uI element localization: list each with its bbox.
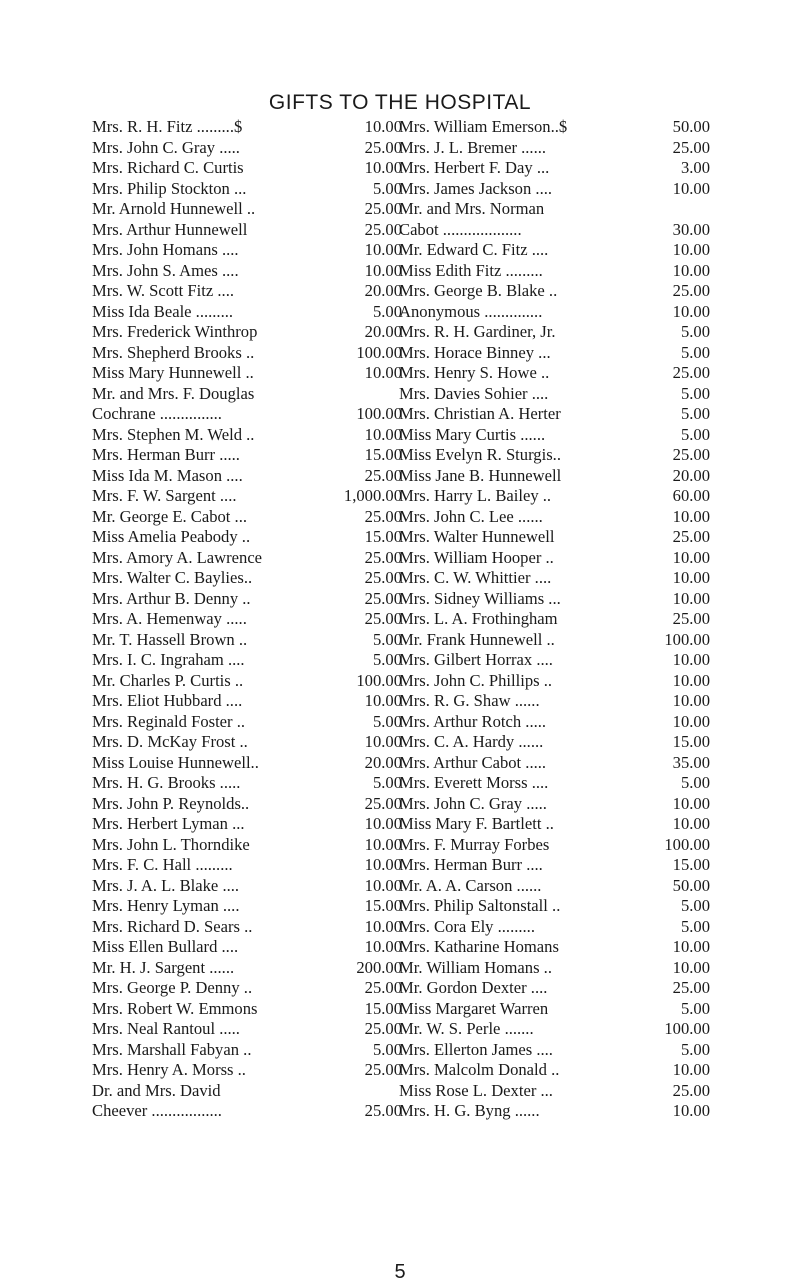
donor-entry: [92, 1019, 402, 1040]
donor-name: Mrs. William Hooper ..: [399, 547, 554, 567]
gift-amount: 15.00: [672, 732, 710, 751]
gift-amount: 5.00: [680, 896, 710, 915]
donor-name: Mrs. Frederick Winthrop: [92, 322, 258, 341]
donor-name: Mr. A. A. Carson ......: [399, 875, 542, 895]
gift-amount: 10.00: [364, 732, 402, 751]
gift-amount: 25.00: [364, 199, 402, 218]
gift-amount: 25.00: [672, 1080, 710, 1100]
gift-amount: 5.00: [372, 178, 402, 198]
donor-entry: [399, 425, 710, 446]
gift-amount: 100.00: [356, 670, 402, 690]
gift-amount: 100.00: [356, 404, 402, 423]
gift-amount: 5.00: [680, 1039, 710, 1059]
donor-name: Miss Ida Beale .........: [92, 301, 234, 321]
donor-name: Miss Mary Curtis ......: [399, 424, 546, 444]
donor-name: Mr. Charles P. Curtis ..: [92, 670, 244, 690]
gift-amount: 10.00: [364, 937, 402, 956]
donor-name: Mrs. John S. Ames ....: [92, 260, 239, 280]
donor-entry: [92, 937, 402, 958]
donor-name: Mrs. J. A. L. Blake ....: [92, 875, 240, 895]
donor-name: Mrs. W. Scott Fitz ....: [92, 281, 234, 300]
donor-entry: [92, 302, 402, 323]
gift-amount: 10.00: [672, 506, 710, 526]
donor-entry: [92, 486, 402, 507]
gift-amount: 5.00: [372, 301, 402, 321]
donor-entry: [399, 158, 710, 179]
donor-name: Mrs. John P. Reynolds..: [92, 793, 250, 813]
donor-name: Mrs. Ellerton James ....: [399, 1039, 553, 1059]
donor-entry: [92, 548, 402, 569]
donor-entry: [399, 117, 710, 138]
donor-entry: [92, 814, 402, 835]
donor-name: Anonymous ..............: [399, 301, 543, 321]
gift-amount: 10.00: [672, 793, 710, 813]
donor-name: Mr. and Mrs. Norman: [399, 199, 545, 218]
donor-name: Mr. Edward C. Fitz ....: [399, 240, 549, 259]
donor-name: Mrs. Christian A. Herter: [399, 404, 561, 423]
gift-amount: 10.00: [364, 814, 402, 833]
donor-name: Mrs. Eliot Hubbard ....: [92, 691, 243, 710]
donor-name: Mr. Gordon Dexter ....: [399, 978, 548, 997]
donor-entry: [92, 753, 402, 774]
gift-amount: 20.00: [364, 281, 402, 300]
donor-entry: [92, 1040, 402, 1061]
donor-name: Mrs. George P. Denny ..: [92, 978, 253, 997]
donor-name: Miss Mary F. Bartlett ..: [399, 814, 554, 833]
donor-entry: [399, 261, 710, 282]
gift-amount: 25.00: [364, 1019, 402, 1038]
donor-entry: [399, 753, 710, 774]
gift-amount: 25.00: [672, 281, 710, 300]
donor-entry: [92, 445, 402, 466]
donor-name: Mrs. H. G. Byng ......: [399, 1101, 540, 1120]
donor-entry: [399, 937, 710, 958]
donor-name: Mrs. Reginald Foster ..: [92, 711, 246, 731]
donor-name: Mrs. Robert W. Emmons: [92, 998, 258, 1018]
donor-name: Mrs. Arthur Cabot .....: [399, 752, 547, 772]
gift-amount: 25.00: [672, 445, 710, 464]
gift-amount: 25.00: [672, 363, 710, 382]
donor-entry: [92, 322, 402, 343]
donor-name: Mrs. R. G. Shaw ......: [399, 691, 540, 710]
gift-amount: 60.00: [672, 486, 710, 505]
donor-entry: [399, 1019, 710, 1040]
gift-amount: 50.00: [672, 117, 710, 136]
donor-entry: [92, 917, 402, 938]
donor-name: Mr. Arnold Hunnewell ..: [92, 199, 256, 218]
gift-amount: 5.00: [372, 773, 402, 792]
donor-name: Mrs. Malcolm Donald ..: [399, 1060, 560, 1079]
gift-amount: 5.00: [372, 629, 402, 649]
gift-amount: 5.00: [372, 711, 402, 731]
gift-amount: 25.00: [364, 506, 402, 526]
page-title: GIFTS TO THE HOSPITAL: [268, 91, 532, 114]
donor-entry: [399, 281, 710, 302]
donor-entry: [399, 835, 710, 856]
gift-amount: 10.00: [672, 178, 710, 198]
donor-name: Mrs. Henry S. Howe ..: [399, 363, 550, 382]
gift-amount: 5.00: [680, 916, 710, 936]
gift-amount: 5.00: [680, 773, 710, 792]
gift-amount: 10.00: [364, 834, 402, 854]
donor-name: Cabot ...................: [399, 219, 522, 239]
gift-amount: 10.00: [672, 240, 710, 259]
gift-amount: 15.00: [364, 998, 402, 1018]
donor-name: Mrs. Richard D. Sears ..: [92, 916, 253, 936]
donor-name: Mrs. H. G. Brooks .....: [92, 773, 241, 792]
donor-name: Mrs. Herbert F. Day ...: [399, 158, 550, 177]
gift-amount: 50.00: [672, 875, 710, 895]
gift-amount: 3.00: [680, 158, 710, 177]
donor-entry: [92, 138, 402, 159]
donor-name: Mrs. John C. Gray .....: [92, 137, 240, 157]
donor-entry: [399, 1040, 710, 1061]
donor-entry: [92, 958, 402, 979]
gift-amount: 5.00: [680, 342, 710, 362]
donor-entry: [92, 630, 402, 651]
gift-amount: 10.00: [364, 363, 402, 382]
donor-name: Mrs. F. C. Hall .........: [92, 855, 233, 874]
donor-name: Mrs. George B. Blake ..: [399, 281, 558, 300]
gift-amount: 15.00: [364, 896, 402, 915]
right-donor-column: [399, 117, 710, 1122]
gift-amount: 5.00: [680, 998, 710, 1018]
donor-entry: [399, 404, 710, 425]
donor-entry: [92, 261, 402, 282]
donor-entry: [399, 855, 710, 876]
donor-name: Mrs. F. W. Sargent ....: [92, 486, 237, 505]
donor-entry: [399, 814, 710, 835]
donor-name: Cheever .................: [92, 1101, 222, 1120]
gift-amount: 25.00: [364, 609, 402, 628]
donor-name: Mrs. C. W. Whittier ....: [399, 568, 552, 587]
page-number: 5: [394, 1261, 406, 1283]
donor-name: Miss Margaret Warren: [399, 998, 549, 1018]
donor-entry: [399, 671, 710, 692]
donor-entry: [92, 363, 402, 384]
donor-entry: [92, 240, 402, 261]
donor-entry: [92, 855, 402, 876]
donor-entry: [92, 1081, 402, 1102]
donor-name: Mrs. Arthur Hunnewell: [92, 219, 248, 239]
donor-entry: [399, 384, 710, 405]
donor-name: Mrs. Shepherd Brooks ..: [92, 342, 255, 362]
donor-entry: [92, 794, 402, 815]
donor-name: Mrs. I. C. Ingraham ....: [92, 650, 245, 669]
donor-name: Mr. W. S. Perle .......: [399, 1019, 534, 1038]
donor-name: Mrs. Everett Morss ....: [399, 773, 549, 792]
donor-entry: [92, 732, 402, 753]
donor-entry: [399, 486, 710, 507]
donor-entry: [399, 466, 710, 487]
donor-name: Mrs. Gilbert Horrax ....: [399, 650, 553, 669]
donor-entry: [92, 158, 402, 179]
donor-name: Miss Mary Hunnewell ..: [92, 363, 254, 382]
donor-entry: [92, 691, 402, 712]
donor-name: Mrs. Henry A. Morss ..: [92, 1060, 246, 1079]
donor-name: Mrs. Herman Burr .....: [92, 445, 240, 464]
donor-entry: [399, 650, 710, 671]
donor-entry: [399, 630, 710, 651]
donor-entry: [399, 712, 710, 733]
donor-name: Mr. William Homans ..: [399, 957, 552, 977]
donor-entry: [92, 589, 402, 610]
gift-amount: 30.00: [672, 219, 710, 239]
gift-amount: 25.00: [672, 609, 710, 628]
gift-amount: 10.00: [364, 875, 402, 895]
gift-amount: 200.00: [356, 957, 402, 977]
donor-entry: [399, 548, 710, 569]
gift-amount: 100.00: [664, 1019, 710, 1038]
gift-amount: 25.00: [364, 568, 402, 587]
donor-name: Mrs. Davies Sohier ....: [399, 383, 549, 403]
gift-amount: 25.00: [364, 137, 402, 157]
gift-amount: 25.00: [364, 978, 402, 997]
gift-amount: 25.00: [364, 465, 402, 485]
donor-name: Miss Evelyn R. Sturgis..: [399, 445, 561, 464]
donor-entry: [399, 732, 710, 753]
donor-name: Mrs. Harry L. Bailey ..: [399, 486, 552, 505]
gift-amount: 25.00: [364, 793, 402, 813]
gift-amount: 10.00: [364, 158, 402, 177]
donor-entry: [399, 568, 710, 589]
donor-name: Mrs. Herman Burr ....: [399, 855, 543, 874]
donor-name: Mrs. F. Murray Forbes: [399, 834, 550, 854]
donor-entry: [92, 1060, 402, 1081]
donor-entry: [92, 876, 402, 897]
donor-entry: [92, 179, 402, 200]
gift-amount: 10.00: [672, 957, 710, 977]
gift-amount: 10.00: [672, 1101, 710, 1120]
donor-name: Mrs. John Homans ....: [92, 240, 239, 259]
gift-amount: 10.00: [364, 240, 402, 259]
donor-entry: [399, 507, 710, 528]
donor-name: Mrs. William Emerson..$: [399, 117, 568, 136]
gift-amount: 15.00: [364, 527, 402, 546]
gift-amount: 25.00: [364, 588, 402, 608]
donor-name: Mrs. L. A. Frothingham: [399, 609, 558, 628]
gift-amount: 5.00: [372, 650, 402, 669]
donor-name: Mrs. C. A. Hardy ......: [399, 732, 544, 751]
donor-name: Miss Ellen Bullard ....: [92, 937, 239, 956]
donor-name: Cochrane ...............: [92, 404, 222, 423]
donor-entry: [399, 691, 710, 712]
left-donor-column: [92, 117, 402, 1122]
donor-name: Mrs. John C. Phillips ..: [399, 670, 553, 690]
donor-entry: [399, 609, 710, 630]
gift-amount: 20.00: [672, 465, 710, 485]
donor-entry: [399, 794, 710, 815]
donor-entry: [92, 425, 402, 446]
donor-name: Mrs. John L. Thorndike: [92, 834, 250, 854]
gift-amount: 10.00: [672, 1060, 710, 1079]
donor-entry: [92, 1101, 402, 1122]
gift-amount: 10.00: [672, 260, 710, 280]
donor-entry: [92, 507, 402, 528]
gift-amount: 25.00: [364, 219, 402, 239]
gift-amount: 1,000.00: [343, 486, 402, 505]
donor-name: Mrs. Richard C. Curtis: [92, 158, 244, 177]
donor-name: Mrs. Katharine Homans: [399, 937, 559, 956]
gift-amount: 100.00: [356, 342, 402, 362]
gift-amount: 10.00: [672, 588, 710, 608]
gift-amount: 20.00: [364, 752, 402, 772]
donor-name: Mrs. Sidney Williams ...: [399, 588, 561, 608]
donor-entry: [399, 589, 710, 610]
donor-name: Mr. H. J. Sargent ......: [92, 957, 235, 977]
gift-amount: 10.00: [364, 424, 402, 444]
donor-entry: [399, 999, 710, 1020]
donor-entry: [92, 527, 402, 548]
donor-entry: [399, 445, 710, 466]
donor-name: Mrs. Henry Lyman ....: [92, 896, 240, 915]
donor-name: Mrs. Cora Ely .........: [399, 916, 535, 936]
donor-name: Miss Jane B. Hunnewell: [399, 465, 562, 485]
gift-amount: 5.00: [680, 424, 710, 444]
donor-entry: [92, 650, 402, 671]
donor-entry: [92, 978, 402, 999]
donor-entry: [92, 773, 402, 794]
donor-entry: [399, 322, 710, 343]
donor-name: Mrs. John C. Lee ......: [399, 506, 543, 526]
donor-entry: [399, 363, 710, 384]
donor-entry: [92, 568, 402, 589]
gift-amount: 10.00: [672, 814, 710, 833]
donor-name: Mrs. Marshall Fabyan ..: [92, 1039, 252, 1059]
donor-name: Mrs. R. H. Gardiner, Jr.: [399, 322, 556, 341]
donor-entry: [399, 876, 710, 897]
gift-amount: 10.00: [672, 937, 710, 956]
gift-amount: 10.00: [672, 691, 710, 710]
donor-name: Mr. Frank Hunnewell ..: [399, 629, 555, 649]
donor-entry: [399, 773, 710, 794]
donor-name: Mrs. Walter Hunnewell: [399, 527, 555, 546]
gift-amount: 10.00: [672, 711, 710, 731]
donor-name: Dr. and Mrs. David: [92, 1080, 221, 1100]
gift-amount: 15.00: [672, 855, 710, 874]
donor-entry: [399, 1081, 710, 1102]
donor-name: Mr. and Mrs. F. Douglas: [92, 383, 255, 403]
gift-amount: 20.00: [364, 322, 402, 341]
donor-entry: [399, 978, 710, 999]
donor-name: Miss Louise Hunnewell..: [92, 752, 259, 772]
gift-amount: 10.00: [672, 568, 710, 587]
gift-amount: 10.00: [364, 117, 402, 136]
gift-amount: 5.00: [680, 383, 710, 403]
donor-entry: [92, 835, 402, 856]
gift-amount: 10.00: [672, 547, 710, 567]
donor-name: Mr. T. Hassell Brown ..: [92, 629, 248, 649]
donor-entry: [92, 220, 402, 241]
gift-amount: 15.00: [364, 445, 402, 464]
donor-name: Miss Edith Fitz .........: [399, 260, 543, 280]
donor-entry: [399, 1101, 710, 1122]
donor-entry: [399, 179, 710, 200]
donor-entry: [92, 199, 402, 220]
donor-name: Miss Ida M. Mason ....: [92, 465, 243, 485]
donor-entry: [92, 281, 402, 302]
donor-name: Mrs. Philip Saltonstall ..: [399, 896, 561, 915]
donor-name: Mrs. A. Hemenway .....: [92, 609, 247, 628]
donor-entry: [399, 958, 710, 979]
donor-name: Mrs. Herbert Lyman ...: [92, 814, 245, 833]
donor-entry: [399, 527, 710, 548]
donor-name: Mrs. R. H. Fitz .........$: [92, 117, 243, 136]
donor-name: Mrs. James Jackson ....: [399, 178, 553, 198]
gift-amount: 35.00: [672, 752, 710, 772]
donor-entry: [92, 896, 402, 917]
donor-name: Mrs. Walter C. Baylies..: [92, 568, 253, 587]
gift-amount: 10.00: [364, 855, 402, 874]
donor-name: Mr. George E. Cabot ...: [92, 506, 248, 526]
donor-name: Mrs. Arthur B. Denny ..: [92, 588, 251, 608]
donor-entry: [399, 138, 710, 159]
gift-amount: 10.00: [672, 670, 710, 690]
donor-entry: [399, 240, 710, 261]
donor-entry: [92, 117, 402, 138]
gift-amount: 10.00: [672, 301, 710, 321]
gift-amount: 5.00: [680, 404, 710, 423]
gift-amount: 100.00: [664, 834, 710, 854]
donor-entry: [92, 712, 402, 733]
gift-amount: 100.00: [664, 629, 710, 649]
donor-entry: [92, 343, 402, 364]
donor-entry: [92, 609, 402, 630]
donor-name: Mrs. D. McKay Frost ..: [92, 732, 248, 751]
gift-amount: 5.00: [372, 1039, 402, 1059]
donor-entry: [399, 220, 710, 241]
donor-name: Miss Amelia Peabody ..: [92, 527, 251, 546]
gift-amount: 25.00: [672, 137, 710, 157]
donor-entry: [92, 404, 402, 425]
donor-name: Mrs. Stephen M. Weld ..: [92, 424, 255, 444]
gift-amount: 25.00: [364, 1101, 402, 1120]
donor-name: Mrs. Amory A. Lawrence: [92, 547, 263, 567]
gift-amount: 5.00: [680, 322, 710, 341]
donor-entry: [399, 199, 710, 220]
donor-name: Mrs. Horace Binney ...: [399, 342, 551, 362]
donor-entry: [399, 917, 710, 938]
gift-amount: 10.00: [364, 260, 402, 280]
donor-entry: [92, 384, 402, 405]
donor-entry: [92, 999, 402, 1020]
gift-amount: 10.00: [364, 916, 402, 936]
donor-name: Mrs. Philip Stockton ...: [92, 178, 247, 198]
donor-entry: [92, 671, 402, 692]
donor-name: Mrs. Arthur Rotch .....: [399, 711, 547, 731]
gift-amount: 25.00: [672, 978, 710, 997]
gift-amount: 10.00: [364, 691, 402, 710]
donor-entry: [399, 1060, 710, 1081]
donor-name: Mrs. John C. Gray .....: [399, 793, 547, 813]
gift-amount: 10.00: [672, 650, 710, 669]
gift-amount: 25.00: [672, 527, 710, 546]
donor-name: Mrs. Neal Rantoul .....: [92, 1019, 240, 1038]
gift-amount: 25.00: [364, 1060, 402, 1079]
donor-name: Miss Rose L. Dexter ...: [399, 1080, 553, 1100]
gift-amount: 25.00: [364, 547, 402, 567]
donor-entry: [92, 466, 402, 487]
donor-name: Mrs. J. L. Bremer ......: [399, 137, 547, 157]
donor-entry: [399, 302, 710, 323]
donor-entry: [399, 343, 710, 364]
donor-entry: [399, 896, 710, 917]
